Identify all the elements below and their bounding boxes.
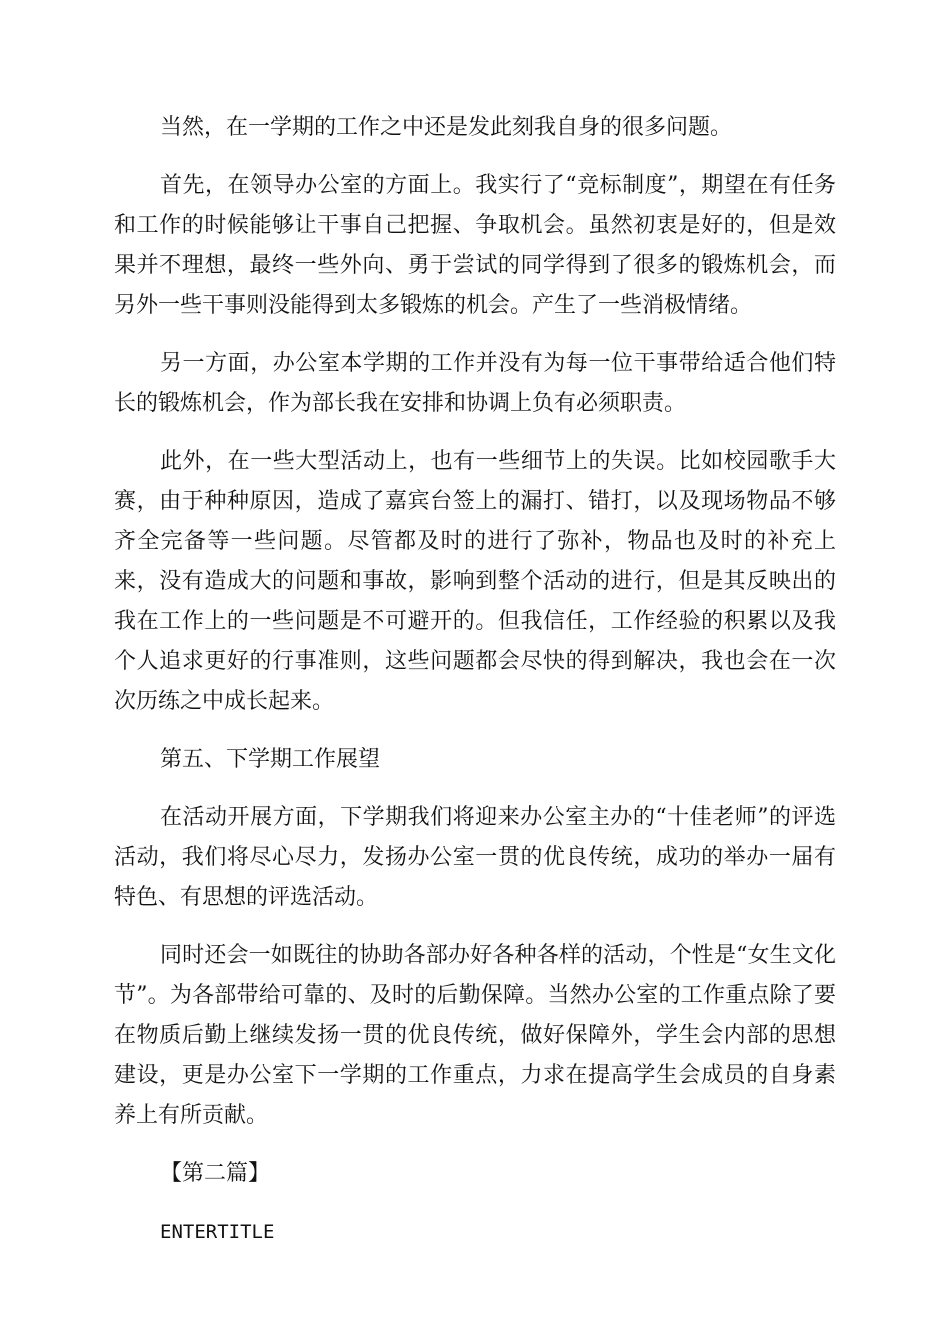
paragraph-bidding-system: 首先，在领导办公室的方面上。我实行了“竞标制度”，期望在有任务和工作的时候能够让干事自己把握、争取机会。虽然初衷是好的，但是效果并不理想，最终一些外向、勇于尝试的同学得到了很多的锻炼机会，而另外一些干事则没能得到太多锻炼的机会。产生了一些消极情绪。 [114,173,836,318]
paragraph-activity-plan: 在活动开展方面，下学期我们将迎来办公室主办的“十佳老师”的评选活动，我们将尽心尽力，发扬办公室一贯的优良传统，成功的举办一届有特色、有思想的评选活动。 [114,805,836,910]
paragraph-support-plan: 同时还会一如既往的协助各部办好各种各样的活动，个性是“女生文化节”。为各部带给可靠的、及时的后勤保障。当然办公室的工作重点除了要在物质后勤上继续发扬一贯的优良传统，做好保障外，学生会内部的思想建设，更是办公室下一学期的工作重点，力求在提高学生会成员的自身素养上有所贡献。 [114,943,836,1128]
paragraph-event-mistakes: 此外，在一些大型活动上，也有一些细节上的失误。比如校园歌手大赛，由于种种原因，造成了嘉宾台签上的漏打、错打，以及现场物品不够齐全完备等一些问题。尽管都及时的进行了弥补，物品也及时的补充上来，没有造成大的问题和事故，影响到整个活动的进行，但是其反映出的我在工作上的一些问题是不可避开的。但我信任，工作经验的积累以及我个人追求更好的行事准则，这些问题都会尽快的得到解决，我也会在一次次历练之中成长起来。 [114,449,836,714]
section-heading-outlook: 第五、下学期工作展望 [160,747,381,772]
section-marker-second: 【第二篇】 [160,1161,271,1186]
paragraph-other-aspect: 另一方面，办公室本学期的工作并没有为每一位干事带给适合他们特长的锻炼机会，作为部长我在安排和协调上负有必须职责。 [114,351,836,416]
document-body [114,108,836,1270]
placeholder-title: ENTERTITLE [160,1221,275,1243]
paragraph-problems-intro: 当然，在一学期的工作之中还是发此刻我自身的很多问题。 [160,115,733,140]
